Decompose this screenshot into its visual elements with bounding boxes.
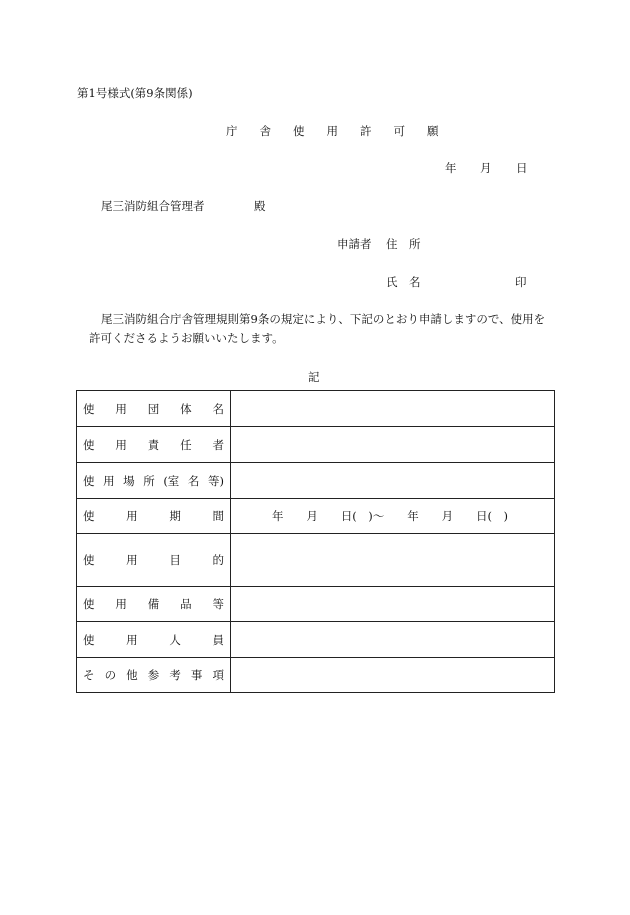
date-day-label: 日 <box>516 161 528 175</box>
title-char: 使 <box>293 124 305 138</box>
title-char: 用 <box>326 124 338 138</box>
date-month-label: 月 <box>480 161 492 175</box>
document-title <box>226 123 439 139</box>
table-row <box>77 463 555 499</box>
form-number: 第1号様式(第9条関係) <box>77 86 193 100</box>
table-row <box>77 658 555 693</box>
usage-period-field[interactable] <box>231 499 555 534</box>
row-label: 使 用 団 体 名 <box>77 391 231 427</box>
table-row <box>77 534 555 587</box>
row-label: 使 用 備 品 等 <box>77 587 231 622</box>
attendees-field[interactable] <box>231 622 555 658</box>
table-row <box>77 427 555 463</box>
other-notes-field[interactable] <box>231 658 555 693</box>
row-label: 使 用 場 所 (室 名 等) <box>77 463 231 499</box>
title-char: 許 <box>360 124 372 138</box>
address-label: 住 所 <box>386 237 421 251</box>
addressee-honorific: 殿 <box>254 199 266 213</box>
row-label: そ の 他 参 考 事 項 <box>77 658 231 693</box>
name-label: 氏 名 <box>386 275 421 289</box>
title-char: 舎 <box>259 124 271 138</box>
equipment-field[interactable] <box>231 587 555 622</box>
row-label: 使 用 責 任 者 <box>77 427 231 463</box>
addressee-name: 尾三消防組合管理者 <box>101 199 205 213</box>
body-text-line2: 許可くださるようお願いいたします。 <box>89 331 284 345</box>
table-row <box>77 499 555 534</box>
period-part: 年 <box>272 509 284 523</box>
title-char: 願 <box>427 124 439 138</box>
date-year-label: 年 <box>445 161 457 175</box>
period-part: 日( )～ <box>340 509 385 523</box>
period-part: 日( ) <box>476 509 508 523</box>
ki-heading: 記 <box>308 370 320 384</box>
usage-location-field[interactable] <box>231 463 555 499</box>
body-text-line1: 尾三消防組合庁舎管理規則第9条の規定により、下記のとおり申請しますので、使用を <box>101 312 546 326</box>
table-row <box>77 622 555 658</box>
table-row <box>77 587 555 622</box>
application-table <box>76 390 555 693</box>
organization-name-field[interactable] <box>231 391 555 427</box>
applicant-label: 申請者 <box>337 237 372 251</box>
period-part: 年 <box>407 509 419 523</box>
responsible-person-field[interactable] <box>231 427 555 463</box>
period-part: 月 <box>306 509 318 523</box>
usage-purpose-field[interactable] <box>231 534 555 587</box>
title-char: 庁 <box>226 124 238 138</box>
row-label: 使 用 期 間 <box>77 499 231 534</box>
row-label: 使 用 目 的 <box>77 534 231 587</box>
seal-mark: 印 <box>515 275 527 289</box>
period-part: 月 <box>441 509 454 523</box>
row-label: 使 用 人 員 <box>77 622 231 658</box>
table-row <box>77 391 555 427</box>
title-char: 可 <box>393 124 405 138</box>
